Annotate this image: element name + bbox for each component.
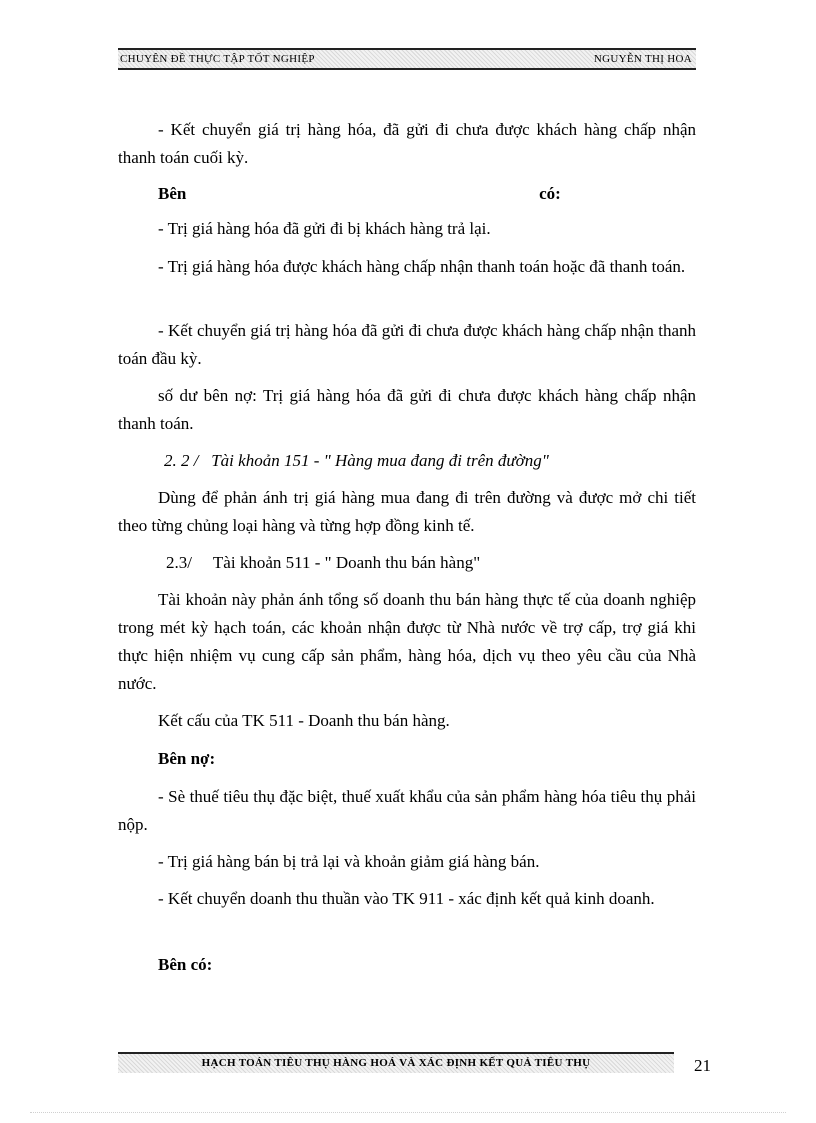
heading-2-3: 2.3/ Tài khoản 511 - " Doanh thu bán hàng": [166, 553, 481, 572]
heading-2-2: 2. 2 / Tài khoản 151 - " Hàng mua đang đi trên đường": [164, 451, 549, 470]
paragraph-3: - Trị giá hàng hóa được khách hàng chấp nhận thanh toán hoặc đã thanh toán.: [158, 257, 686, 276]
paragraph-7: Tài khoản này phản ánh tổng số doanh thu bán hàng thực tế của doanh nghiệp trong mét kỳ hạch toán, các khoản nhận được từ Nhà nước về trợ cấp, trợ giá khi thực hiện nhiệm vụ cung cấp sản phẩm, hàng hóa, dịch vụ theo yêu cầu của Nhà nước.: [118, 590, 696, 693]
paragraph-1: - Kết chuyển giá trị hàng hóa, đã gửi đi chưa được khách hàng chấp nhận thanh toán cuối kỳ.: [118, 120, 696, 167]
paragraph-11: - Kết chuyển doanh thu thuần vào TK 911 - xác định kết quả kinh doanh.: [158, 889, 655, 908]
paragraph-10: - Trị giá hàng bán bị trả lại và khoản giảm giá hàng bán.: [158, 852, 540, 871]
paragraph-5: số dư bên nợ: Trị giá hàng hóa đã gửi đi chưa được khách hàng chấp nhận thanh toán.: [118, 386, 696, 433]
label-ben-no: Bên nợ:: [158, 749, 216, 768]
label-ben-co-2: Bên có:: [158, 955, 213, 974]
bottom-dotted-rule: [30, 1112, 786, 1114]
paragraph-8: Kết cấu của TK 511 - Doanh thu bán hàng.: [158, 711, 450, 730]
header-author: NGUYỄN THỊ HOA: [593, 53, 692, 65]
page-footer: [118, 1052, 674, 1073]
label-ben-co-1: Bên có:: [158, 184, 561, 203]
paragraph-2: - Trị giá hàng hóa đã gửi đi bị khách hàng trả lại.: [158, 219, 491, 238]
paragraph-6: Dùng để phản ánh trị giá hàng mua đang đi trên đường và được mở chi tiết theo từng chủng loại hàng và từng hợp đồng kinh tế.: [118, 488, 696, 535]
page-header: [118, 48, 696, 70]
paragraph-9: - Sè thuế tiêu thụ đặc biệt, thuế xuất khẩu của sản phẩm hàng hóa tiêu thụ phải nộp.: [118, 787, 696, 834]
header-left-title: CHUYÊN ĐỀ THỰC TẬP TỐT NGHIỆP: [120, 53, 315, 65]
paragraph-4: - Kết chuyển giá trị hàng hóa đã gửi đi chưa được khách hàng chấp nhận thanh toán đầu kỳ.: [118, 321, 696, 368]
footer-title: HẠCH TOÁN TIÊU THỤ HÀNG HOÁ VÀ XÁC ĐỊNH KẾT QUẢ TIÊU THỤ: [201, 1057, 591, 1069]
page-number: 21: [694, 1056, 711, 1075]
